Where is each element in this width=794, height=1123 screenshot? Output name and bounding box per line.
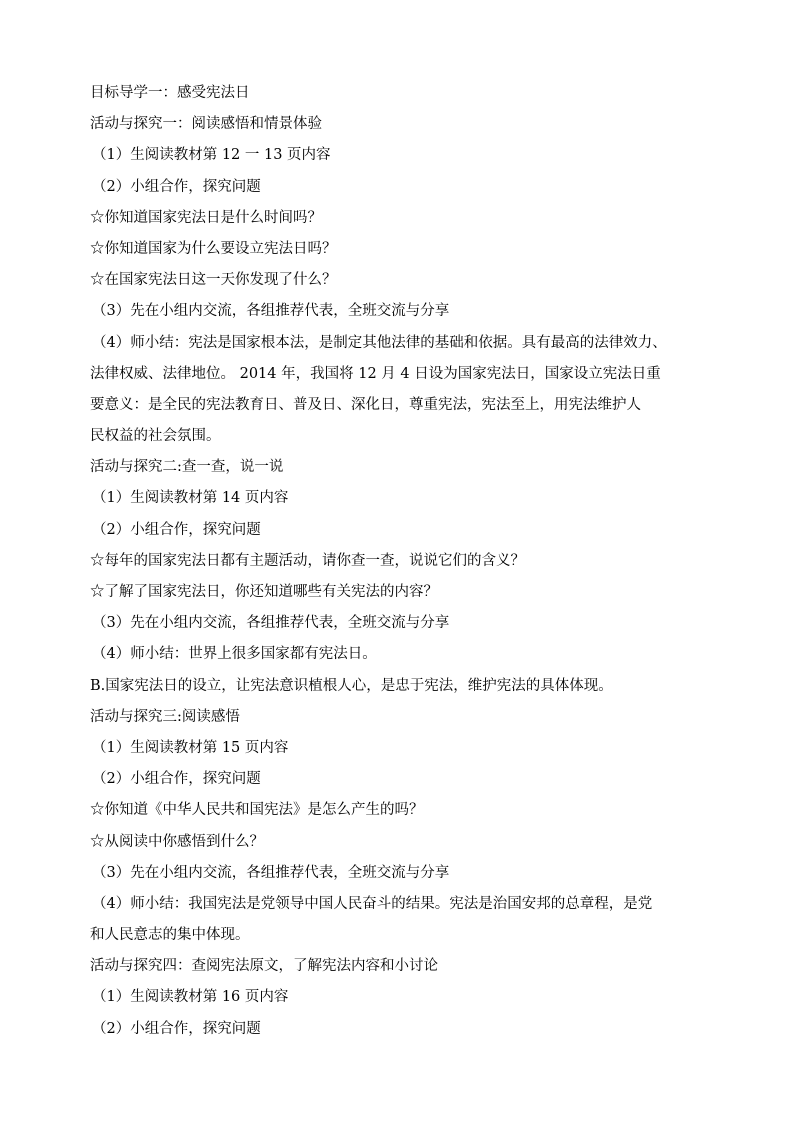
- step-line: （1）生阅读教材第 15 页内容: [92, 739, 289, 756]
- question-line: ☆每年的国家宪法日都有主题活动，请你查一查，说说它们的含义？: [90, 552, 525, 569]
- summary-line: （4）师小结：世界上很多国家都有宪法日。: [92, 646, 377, 663]
- activity-heading: 活动与探究二:查一查，说一说: [90, 459, 284, 476]
- activity-heading: 活动与探究四：查阅宪法原文，了解宪法内容和小讨论: [90, 958, 438, 975]
- document-body: [90, 78, 710, 1045]
- step-line: （2）小组合作，探究问题: [92, 178, 261, 195]
- step-line: （2）小组合作，探究问题: [92, 771, 261, 788]
- summary-line: 要意义：是全民的宪法教育日、普及日、深化日，尊重宪法，宪法至上，用宪法维护人: [90, 396, 641, 413]
- step-line: （3）先在小组内交流，各组推荐代表，全班交流与分享: [92, 864, 450, 881]
- section-heading: 目标导学一：感受宪法日: [90, 85, 250, 101]
- step-line: （1）生阅读教材第 14 页内容: [92, 490, 289, 507]
- step-line: （3）先在小组内交流，各组推荐代表，全班交流与分享: [92, 303, 450, 320]
- step-line: （3）先在小组内交流，各组推荐代表，全班交流与分享: [92, 615, 450, 632]
- question-line: ☆你知道国家为什么要设立宪法日吗？: [90, 240, 337, 257]
- summary-line: （4）师小结：宪法是国家根本法，是制定其他法律的基础和依据。具有最高的法律效力、: [92, 334, 667, 351]
- question-line: ☆在国家宪法日这一天你发现了什么？: [90, 272, 337, 289]
- summary-line: 法律权威、法律地位。 2014 年，我国将 12 月 4 日设为国家宪法日，国家设立宪法日重: [90, 365, 661, 382]
- step-line: （1）生阅读教材第 16 页内容: [92, 989, 289, 1006]
- step-line: （2）小组合作，探究问题: [92, 1020, 261, 1037]
- question-line: ☆你知道国家宪法日是什么时间吗？: [90, 209, 322, 226]
- summary-line: 和人民意志的集中体现。: [90, 927, 250, 944]
- question-line: ☆你知道《中华人民共和国宪法》是怎么产生的吗？: [90, 802, 424, 819]
- summary-line: （4）师小结：我国宪法是党领导中国人民奋斗的结果。宪法是治国安邦的总章程，是党: [92, 895, 653, 912]
- step-line: （1）生阅读教材第 12 一 13 页内容: [92, 147, 331, 164]
- question-line: ☆了解了国家宪法日，你还知道哪些有关宪法的内容？: [90, 584, 438, 600]
- activity-heading: 活动与探究三:阅读感悟: [90, 708, 240, 725]
- question-line: ☆从阅读中你感悟到什么？: [90, 833, 264, 850]
- summary-line: 民权益的社会氛围。: [90, 428, 221, 445]
- activity-heading: 活动与探究一：阅读感悟和情景体验: [90, 116, 322, 133]
- step-line: （2）小组合作，探究问题: [92, 521, 261, 538]
- summary-line: B.国家宪法日的设立，让宪法意识植根人心，是忠于宪法，维护宪法的具体体现。: [90, 677, 613, 694]
